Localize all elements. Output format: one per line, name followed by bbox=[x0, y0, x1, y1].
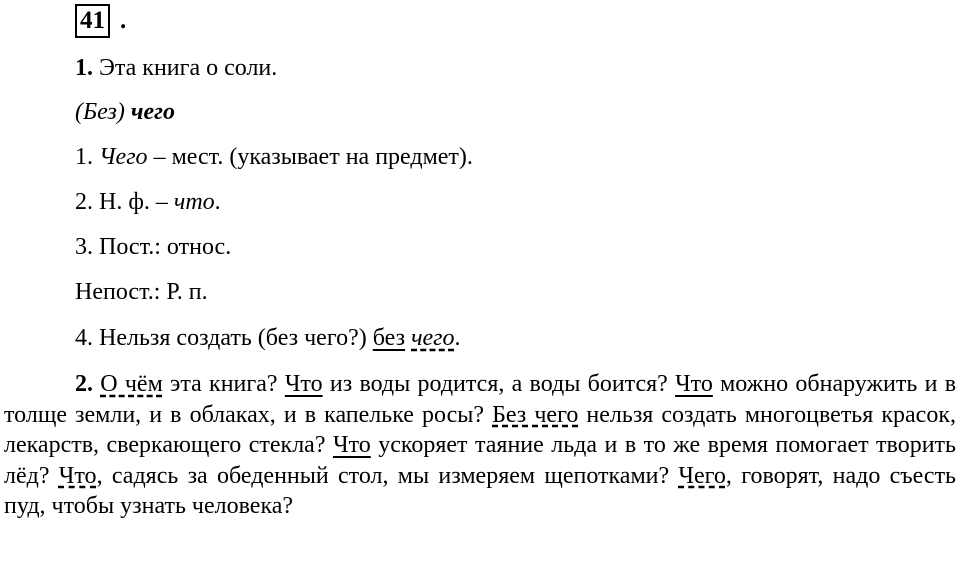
seg-10: ускоряет таяние льда и в то же время помогает творить лёд? bbox=[4, 432, 956, 489]
seg-8: нельзя создать многоцветья красок, лекарств, сверкающего стекла? bbox=[4, 401, 956, 458]
seg-underlined-o-chem: О чём bbox=[100, 371, 163, 397]
seg-4: из воды родится, а воды боится? bbox=[322, 371, 676, 397]
analysis-line-2-prefix: 2. Н. ф. – bbox=[75, 189, 174, 215]
part2-paragraph bbox=[4, 369, 956, 522]
seg-underlined-chto-2: Что bbox=[675, 371, 713, 397]
analysis-line-3 bbox=[75, 232, 231, 262]
analysis-line-1-italic: Чего bbox=[99, 144, 148, 170]
analysis-line-3-text: 3. Пост.: относ. bbox=[75, 234, 232, 260]
analysis-line-2 bbox=[75, 187, 221, 217]
analyzed-word: чего bbox=[130, 99, 175, 125]
seg-6: можно обнаружить и в толще земли, и в облаках, и в капельке росы? bbox=[4, 371, 957, 428]
seg-12: , садясь за обеденный стол, мы измеряем щепотками? bbox=[96, 462, 679, 489]
analysis-line-4 bbox=[75, 323, 461, 353]
part2-marker: 2. bbox=[75, 371, 93, 397]
part1-sentence-line bbox=[75, 53, 277, 83]
analysis-line-4-text: 4. Нельзя создать (без чего?) bbox=[75, 325, 373, 351]
analysis-line-4-end: . bbox=[454, 325, 461, 351]
analysis-line-1 bbox=[75, 142, 473, 172]
part1-sentence: Эта книга о соли. bbox=[99, 55, 278, 81]
exercise-number-dot: . bbox=[120, 7, 127, 34]
seg-underlined-bez-chego: Без чего bbox=[492, 401, 579, 428]
seg-2: эта книга? bbox=[162, 371, 285, 397]
analysis-line-2-italic: что bbox=[173, 189, 215, 215]
seg-underlined-chego: Чего bbox=[678, 462, 726, 489]
underlined-preposition: без bbox=[372, 325, 406, 351]
analysis-line-2-rest: . bbox=[214, 189, 221, 215]
analysis-line-1-prefix: 1. bbox=[75, 144, 99, 170]
underlined-pronoun: чего bbox=[411, 325, 455, 351]
seg-underlined-chto-1: Что bbox=[284, 371, 323, 397]
seg-underlined-chto-3: Что bbox=[332, 432, 371, 458]
analysis-line-nonconstant-text: Непост.: Р. п. bbox=[75, 279, 208, 305]
seg-underlined-chto-4: Что bbox=[58, 462, 97, 489]
exercise-number: 41 bbox=[75, 4, 110, 38]
analysis-line-nonconstant bbox=[75, 277, 208, 307]
analyzed-word-preposition: (Без) bbox=[75, 99, 125, 125]
analysis-line-1-rest: – мест. (указывает на предмет). bbox=[147, 144, 473, 170]
analyzed-word-line bbox=[75, 97, 175, 127]
seg-14: , говорят, надо съесть пуд, чтобы узнать человека? bbox=[4, 462, 957, 519]
part1-marker: 1. bbox=[75, 55, 93, 81]
